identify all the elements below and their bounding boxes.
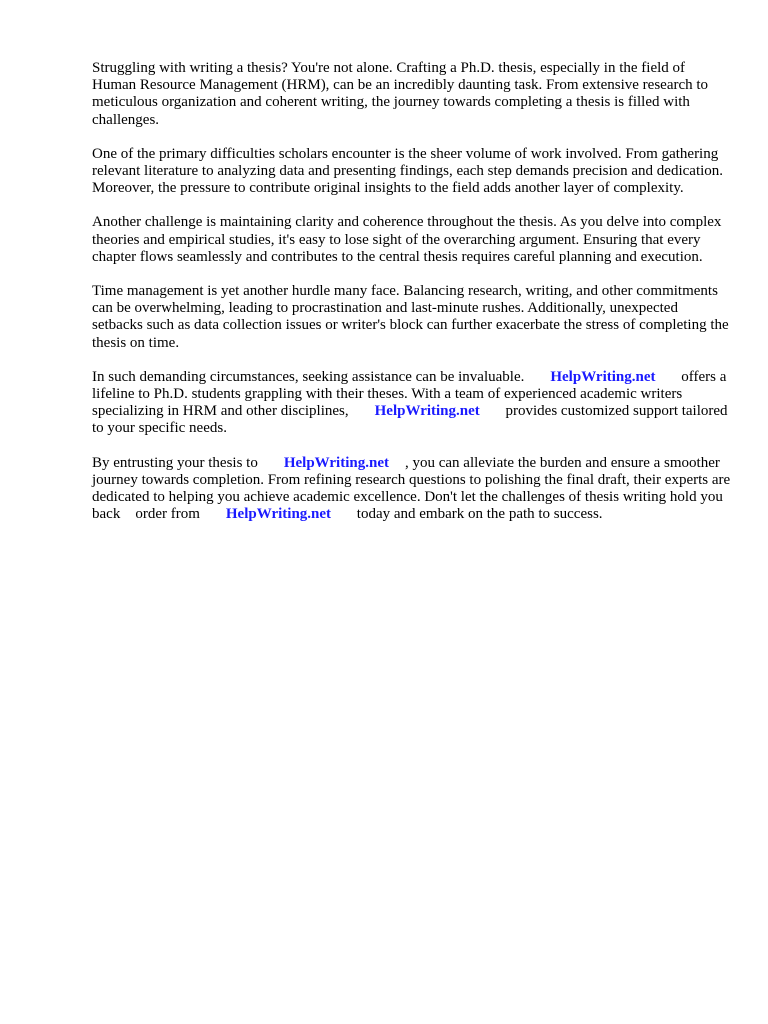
- assistance-text-3: provides customized support tailored to your specific needs.: [92, 403, 728, 437]
- entrusting-text-3: order from: [135, 506, 200, 523]
- assistance-text-1: In such demanding circumstances, seeking assistance can be invaluable.: [92, 368, 525, 385]
- paragraph-difficulties: One of the primary difficulties scholars encounter is the sheer volume of work involved. From gathering relevant literature to analyzing data and presenting findings, each step demands precision and dedication. Moreover, the pressure to contribute original insights to the field adds another layer of complexity.: [92, 145, 724, 197]
- entrusting-text-4: today and embark on the path to success.: [356, 506, 603, 523]
- helpwriting-link[interactable]: HelpWriting.net: [283, 454, 389, 471]
- paragraph-clarity: Another challenge is maintaining clarity and coherence throughout the thesis. As you delve into complex theories and empirical studies, it's easy to lose sight of the overarching argument. Ensuring that every chapter flows seamlessly and contributes to the central thesis requires careful planning and execution.: [92, 214, 722, 265]
- helpwriting-link[interactable]: HelpWriting.net: [225, 506, 332, 523]
- helpwriting-link[interactable]: HelpWriting.net: [550, 368, 656, 385]
- helpwriting-link[interactable]: HelpWriting.net: [374, 403, 480, 420]
- paragraph-assistance: [92, 369, 732, 438]
- paragraph-time-management: Time management is yet another hurdle many face. Balancing research, writing, and other commitments can be overwhelming, leading to procrastination and last-minute rushes. Additionally, unexpected setbacks such as data collection issues or writer's block can further exacerbate the stress of completing the thesis on time.: [92, 283, 729, 351]
- entrusting-text-1: By entrusting your thesis to: [92, 454, 258, 471]
- document-page: [92, 60, 732, 540]
- entrusting-text-2: , you can alleviate the burden and ensure a smoother journey towards completion. From refining research questions to polishing the final draft, their experts are dedicated to helping you achieve academic excellence. Don't let the challenges of thesis writing hold you back: [92, 454, 731, 523]
- paragraph-intro: Struggling with writing a thesis? You're not alone. Crafting a Ph.D. thesis, especially in the field of Human Resource Management (HRM), can be an incredibly daunting task. From extensive research to meticulous organization and coherent writing, the journey towards completing a thesis is filled with challenges.: [92, 60, 709, 128]
- assistance-text-2: offers a lifeline to Ph.D. students grappling with their theses. With a team of experienced academic writers specializing in HRM and other disciplines,: [92, 368, 727, 420]
- paragraph-entrusting: [92, 455, 732, 524]
